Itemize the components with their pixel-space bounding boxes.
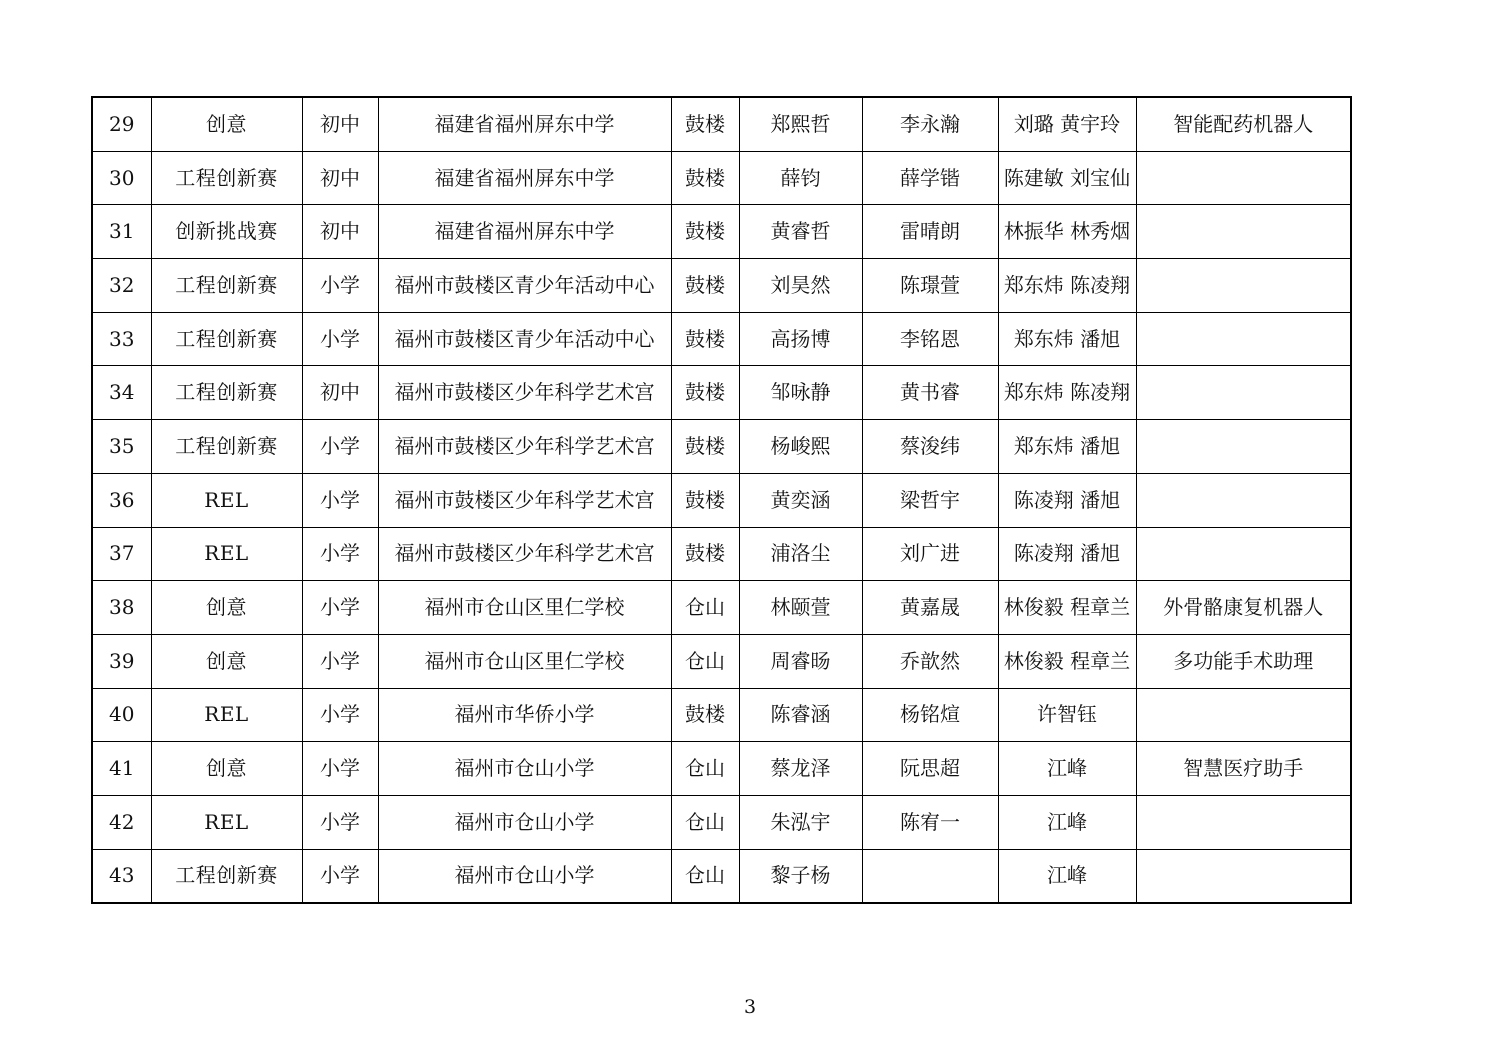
participant-table bbox=[91, 96, 1352, 904]
cell-district: 仓山 bbox=[671, 742, 739, 796]
cell-category: 工程创新赛 bbox=[151, 151, 302, 205]
cell-student-2: 黄嘉晟 bbox=[862, 581, 998, 635]
cell-student-2: 李铭恩 bbox=[862, 312, 998, 366]
table-row bbox=[92, 259, 1351, 313]
cell-project bbox=[1136, 420, 1351, 474]
cell-student-1: 蔡龙泽 bbox=[739, 742, 862, 796]
cell-level: 初中 bbox=[302, 205, 378, 259]
cell-project: 智能配药机器人 bbox=[1136, 97, 1351, 151]
cell-school: 福建省福州屏东中学 bbox=[378, 97, 671, 151]
cell-student-2 bbox=[862, 849, 998, 903]
cell-category: 创意 bbox=[151, 97, 302, 151]
cell-student-1: 薛钧 bbox=[739, 151, 862, 205]
cell-level: 小学 bbox=[302, 634, 378, 688]
table-row bbox=[92, 312, 1351, 366]
participant-table-body bbox=[92, 97, 1351, 903]
cell-student-2: 陈宥一 bbox=[862, 795, 998, 849]
cell-district: 仓山 bbox=[671, 581, 739, 635]
cell-project bbox=[1136, 312, 1351, 366]
cell-coach: 林俊毅 程章兰 bbox=[998, 581, 1136, 635]
cell-district: 鼓楼 bbox=[671, 688, 739, 742]
table-row bbox=[92, 205, 1351, 259]
cell-school: 福州市仓山区里仁学校 bbox=[378, 634, 671, 688]
cell-level: 小学 bbox=[302, 259, 378, 313]
cell-number: 35 bbox=[92, 420, 151, 474]
cell-student-2: 梁哲宇 bbox=[862, 473, 998, 527]
table-row bbox=[92, 366, 1351, 420]
cell-student-2: 乔歆然 bbox=[862, 634, 998, 688]
table-row bbox=[92, 849, 1351, 903]
cell-number: 43 bbox=[92, 849, 151, 903]
cell-category: 创意 bbox=[151, 581, 302, 635]
cell-school: 福州市鼓楼区少年科学艺术宫 bbox=[378, 473, 671, 527]
cell-coach: 江峰 bbox=[998, 849, 1136, 903]
cell-category: 工程创新赛 bbox=[151, 366, 302, 420]
cell-coach: 郑东炜 陈凌翔 bbox=[998, 259, 1136, 313]
cell-student-2: 蔡浚纬 bbox=[862, 420, 998, 474]
cell-project bbox=[1136, 473, 1351, 527]
cell-district: 鼓楼 bbox=[671, 527, 739, 581]
cell-student-1: 邹咏静 bbox=[739, 366, 862, 420]
cell-level: 小学 bbox=[302, 527, 378, 581]
cell-level: 小学 bbox=[302, 581, 378, 635]
table-row bbox=[92, 688, 1351, 742]
cell-number: 37 bbox=[92, 527, 151, 581]
cell-number: 32 bbox=[92, 259, 151, 313]
cell-student-2: 薛学锴 bbox=[862, 151, 998, 205]
cell-district: 鼓楼 bbox=[671, 473, 739, 527]
cell-school: 福州市鼓楼区少年科学艺术宫 bbox=[378, 420, 671, 474]
cell-level: 小学 bbox=[302, 795, 378, 849]
cell-school: 福州市鼓楼区青少年活动中心 bbox=[378, 312, 671, 366]
cell-project bbox=[1136, 795, 1351, 849]
cell-coach: 刘璐 黄宇玲 bbox=[998, 97, 1136, 151]
cell-district: 仓山 bbox=[671, 795, 739, 849]
cell-school: 福州市鼓楼区青少年活动中心 bbox=[378, 259, 671, 313]
cell-student-2: 刘广进 bbox=[862, 527, 998, 581]
cell-school: 福建省福州屏东中学 bbox=[378, 151, 671, 205]
cell-number: 29 bbox=[92, 97, 151, 151]
cell-category: REL bbox=[151, 527, 302, 581]
table-row bbox=[92, 581, 1351, 635]
cell-number: 41 bbox=[92, 742, 151, 796]
cell-level: 初中 bbox=[302, 97, 378, 151]
cell-category: 创意 bbox=[151, 742, 302, 796]
cell-student-1: 朱泓宇 bbox=[739, 795, 862, 849]
table-row bbox=[92, 634, 1351, 688]
cell-number: 39 bbox=[92, 634, 151, 688]
cell-district: 鼓楼 bbox=[671, 205, 739, 259]
cell-level: 小学 bbox=[302, 742, 378, 796]
cell-student-1: 黎子杨 bbox=[739, 849, 862, 903]
cell-project bbox=[1136, 151, 1351, 205]
cell-coach: 郑东炜 潘旭 bbox=[998, 312, 1136, 366]
cell-district: 鼓楼 bbox=[671, 151, 739, 205]
cell-student-1: 郑熙哲 bbox=[739, 97, 862, 151]
cell-number: 33 bbox=[92, 312, 151, 366]
cell-number: 34 bbox=[92, 366, 151, 420]
cell-coach: 郑东炜 潘旭 bbox=[998, 420, 1136, 474]
cell-student-1: 黄奕涵 bbox=[739, 473, 862, 527]
cell-level: 小学 bbox=[302, 849, 378, 903]
cell-district: 鼓楼 bbox=[671, 97, 739, 151]
cell-category: 工程创新赛 bbox=[151, 849, 302, 903]
cell-number: 40 bbox=[92, 688, 151, 742]
table-row bbox=[92, 151, 1351, 205]
table-row bbox=[92, 97, 1351, 151]
cell-level: 初中 bbox=[302, 151, 378, 205]
cell-coach: 林振华 林秀烟 bbox=[998, 205, 1136, 259]
table-row bbox=[92, 420, 1351, 474]
cell-project bbox=[1136, 366, 1351, 420]
cell-project bbox=[1136, 259, 1351, 313]
cell-student-2: 阮思超 bbox=[862, 742, 998, 796]
cell-student-1: 高扬博 bbox=[739, 312, 862, 366]
cell-number: 38 bbox=[92, 581, 151, 635]
cell-school: 福州市鼓楼区少年科学艺术宫 bbox=[378, 366, 671, 420]
cell-school: 福州市仓山小学 bbox=[378, 742, 671, 796]
cell-level: 小学 bbox=[302, 420, 378, 474]
table-row bbox=[92, 473, 1351, 527]
cell-coach: 许智钰 bbox=[998, 688, 1136, 742]
cell-number: 36 bbox=[92, 473, 151, 527]
cell-student-2: 雷晴朗 bbox=[862, 205, 998, 259]
table-row bbox=[92, 742, 1351, 796]
table-row bbox=[92, 527, 1351, 581]
cell-school: 福州市鼓楼区少年科学艺术宫 bbox=[378, 527, 671, 581]
cell-district: 仓山 bbox=[671, 634, 739, 688]
cell-project: 外骨骼康复机器人 bbox=[1136, 581, 1351, 635]
cell-student-1: 刘昊然 bbox=[739, 259, 862, 313]
cell-project bbox=[1136, 688, 1351, 742]
cell-coach: 陈凌翔 潘旭 bbox=[998, 527, 1136, 581]
cell-student-1: 陈睿涵 bbox=[739, 688, 862, 742]
cell-student-2: 李永瀚 bbox=[862, 97, 998, 151]
cell-coach: 江峰 bbox=[998, 742, 1136, 796]
cell-student-1: 杨峻熙 bbox=[739, 420, 862, 474]
table-row bbox=[92, 795, 1351, 849]
cell-category: REL bbox=[151, 688, 302, 742]
cell-level: 小学 bbox=[302, 312, 378, 366]
cell-student-1: 周睿旸 bbox=[739, 634, 862, 688]
cell-coach: 郑东炜 陈凌翔 bbox=[998, 366, 1136, 420]
cell-level: 小学 bbox=[302, 473, 378, 527]
cell-student-2: 杨铭煊 bbox=[862, 688, 998, 742]
cell-coach: 陈建敏 刘宝仙 bbox=[998, 151, 1136, 205]
cell-school: 福州市仓山小学 bbox=[378, 795, 671, 849]
cell-category: REL bbox=[151, 795, 302, 849]
cell-district: 鼓楼 bbox=[671, 420, 739, 474]
cell-coach: 陈凌翔 潘旭 bbox=[998, 473, 1136, 527]
cell-number: 30 bbox=[92, 151, 151, 205]
cell-district: 仓山 bbox=[671, 849, 739, 903]
cell-school: 福州市仓山小学 bbox=[378, 849, 671, 903]
cell-number: 42 bbox=[92, 795, 151, 849]
cell-category: 创意 bbox=[151, 634, 302, 688]
cell-project: 智慧医疗助手 bbox=[1136, 742, 1351, 796]
cell-district: 鼓楼 bbox=[671, 366, 739, 420]
cell-student-1: 林颐萱 bbox=[739, 581, 862, 635]
cell-project bbox=[1136, 527, 1351, 581]
cell-project bbox=[1136, 849, 1351, 903]
cell-category: 工程创新赛 bbox=[151, 259, 302, 313]
cell-coach: 林俊毅 程章兰 bbox=[998, 634, 1136, 688]
cell-category: 创新挑战赛 bbox=[151, 205, 302, 259]
page-number: 3 bbox=[743, 996, 757, 1018]
cell-student-2: 黄书睿 bbox=[862, 366, 998, 420]
cell-category: REL bbox=[151, 473, 302, 527]
cell-school: 福建省福州屏东中学 bbox=[378, 205, 671, 259]
cell-district: 鼓楼 bbox=[671, 312, 739, 366]
cell-district: 鼓楼 bbox=[671, 259, 739, 313]
cell-coach: 江峰 bbox=[998, 795, 1136, 849]
cell-level: 小学 bbox=[302, 688, 378, 742]
cell-project: 多功能手术助理 bbox=[1136, 634, 1351, 688]
cell-level: 初中 bbox=[302, 366, 378, 420]
cell-student-2: 陈璟萱 bbox=[862, 259, 998, 313]
cell-school: 福州市仓山区里仁学校 bbox=[378, 581, 671, 635]
cell-student-1: 浦洛尘 bbox=[739, 527, 862, 581]
cell-category: 工程创新赛 bbox=[151, 312, 302, 366]
cell-school: 福州市华侨小学 bbox=[378, 688, 671, 742]
cell-number: 31 bbox=[92, 205, 151, 259]
cell-student-1: 黄睿哲 bbox=[739, 205, 862, 259]
cell-project bbox=[1136, 205, 1351, 259]
cell-category: 工程创新赛 bbox=[151, 420, 302, 474]
